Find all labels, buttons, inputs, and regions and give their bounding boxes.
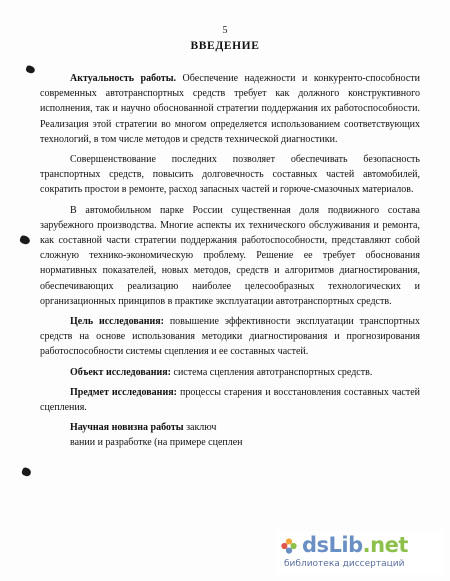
novelty-text-line2: вании и разработке (на примере сцеплен — [70, 437, 243, 449]
subject-heading: Предмет исследования: — [70, 386, 177, 398]
object-text: система сцепления автотранспортных средств. — [171, 366, 373, 378]
scan-blot-3 — [21, 467, 32, 478]
object-heading: Объект исследования: — [70, 366, 172, 378]
dslib-logo — [302, 533, 408, 557]
paragraph-subject — [40, 385, 420, 415]
dslib-watermark — [276, 531, 444, 575]
document-body — [40, 71, 420, 456]
paragraph-goal — [40, 314, 420, 360]
subject-text: процессы старения и восстановления составных частей сцепления. — [40, 386, 420, 414]
russia-fleet-text: В автомобильном парке России существенная доля подвижного состава зарубежного производства. Многие аспекты их технического обслуживания и ремонта, как составной части стратегии поддержания работоспособности, представляют собой сложную технико-экономическую проблему. Решение ее требует обоснования нормативных показателей, новых методов, средств и алгоритмов диагностирования, обеспечивающих реализацию наиболее целесообразных технологических и организационных принципов в практике эксплуатации автотранспортных средств. — [40, 204, 420, 307]
scan-blot-1 — [25, 65, 36, 75]
dslib-logo-suffix: .net — [362, 533, 408, 557]
novelty-heading: Научная новизна работы — [70, 422, 184, 434]
relevance-text: Обеспечение надежности и конкуренто-способности современных автотранспортных средств требует как должного конструктивного исполнения, так и научно обоснованной стратегии поддержания их работоспособности. Реализация этой стратегии во многом определяется использованием соответствующих технологий, в том числе методов и средств технической диагностики. — [40, 73, 420, 145]
paragraph-object — [40, 365, 420, 380]
scan-blot-2 — [19, 235, 31, 246]
goal-text: повышение эффективности эксплуатации транспортных средств на основе использования методики диагностирования и прогнозирования работоспособности системы сцепления и ее составных частей. — [40, 316, 420, 358]
paragraph-novelty — [40, 420, 420, 450]
dslib-logo-main: dsLib — [302, 533, 363, 557]
dslib-subtitle: библиотека диссертаций — [284, 559, 405, 569]
relevance-heading: Актуальность работы. — [70, 73, 177, 84]
page-number: 5 — [222, 25, 228, 36]
goal-heading: Цель исследования: — [70, 316, 164, 328]
paragraph-relevance — [40, 71, 420, 147]
improvement-text: Совершенствование последних позволяет обеспечивать безопасность транспортных средств, повысить долговечность составных частей автомобилей, сократить простои в ремонте, расход запасных частей и горюче-смазочных материалов. — [40, 154, 420, 196]
page-title: ВВЕДЕНИЕ — [190, 40, 260, 52]
novelty-text-line1: заключ — [183, 422, 217, 434]
paragraph-russia-fleet — [40, 203, 420, 309]
paragraph-improvement — [40, 152, 420, 198]
dslib-flower-icon — [280, 537, 298, 555]
